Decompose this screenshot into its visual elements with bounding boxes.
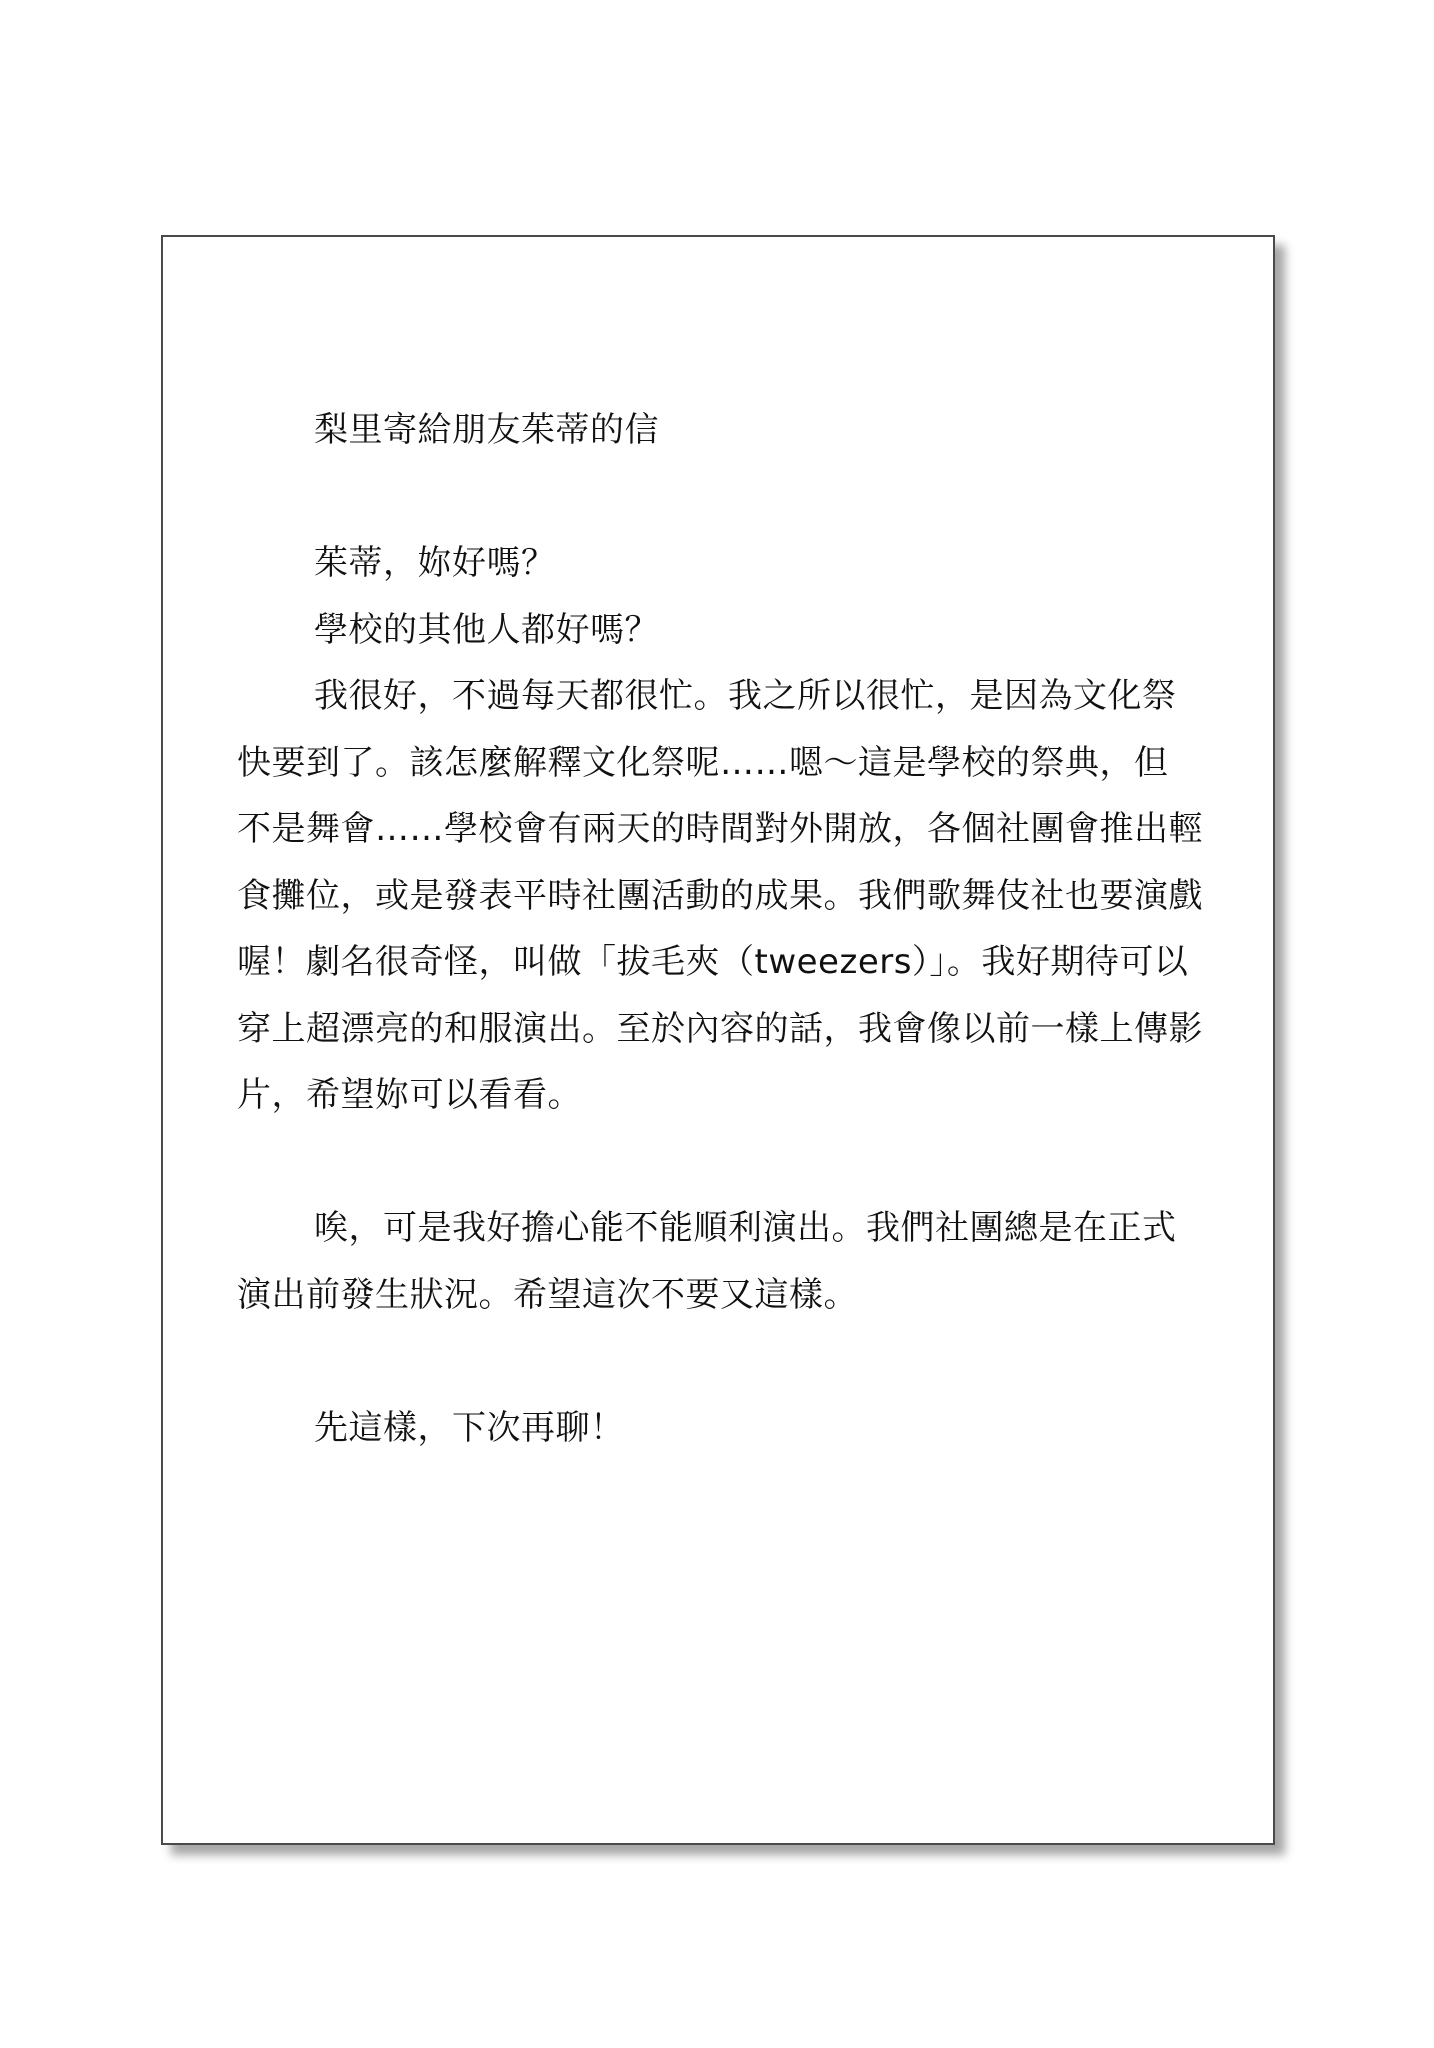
closing-line: 先這樣，下次再聊！ (314, 1407, 625, 1448)
text-line: 穿上超漂亮的和服演出。至於內容的話，我會像以前一樣上傳影 (237, 1008, 1203, 1049)
blank-line (237, 1328, 1203, 1395)
text-line: 片，希望妳可以看看。 (237, 1075, 582, 1115)
text-line: 快要到了。該怎麼解釋文化祭呢……嗯～這是學校的祭典，但 (237, 742, 1169, 783)
text-line: 喔！劇名很奇怪，叫做「拔毛夾（tweezers）」。我好期待可以 (237, 942, 1189, 982)
text-line: 演出前發生狀況。希望這次不要又這樣。 (237, 1274, 858, 1315)
blank-line (237, 1129, 1203, 1196)
text-line: 不是舞會……學校會有兩天的時間對外開放，各個社團會推出輕 (237, 809, 1203, 849)
paragraph-1 (237, 663, 1203, 1129)
letter-title: 梨里寄給朋友茱蒂的信 (314, 410, 659, 450)
blank-line (237, 464, 1203, 531)
text-line: 我很好，不過每天都很忙。我之所以很忙，是因為文化祭 (314, 676, 1177, 716)
letter-content (237, 397, 1203, 1461)
paragraph-2 (237, 1195, 1203, 1328)
text-line: 食攤位，或是發表平時社團活動的成果。我們歌舞伎社也要演戲 (237, 875, 1203, 916)
greeting-line: 學校的其他人都好嗎？ (314, 609, 659, 650)
text-line: 唉，可是我好擔心能不能順利演出。我們社團總是在正式 (314, 1208, 1177, 1248)
greeting-line: 茱蒂，妳好嗎？ (314, 543, 556, 583)
letter-paper (161, 235, 1275, 1845)
